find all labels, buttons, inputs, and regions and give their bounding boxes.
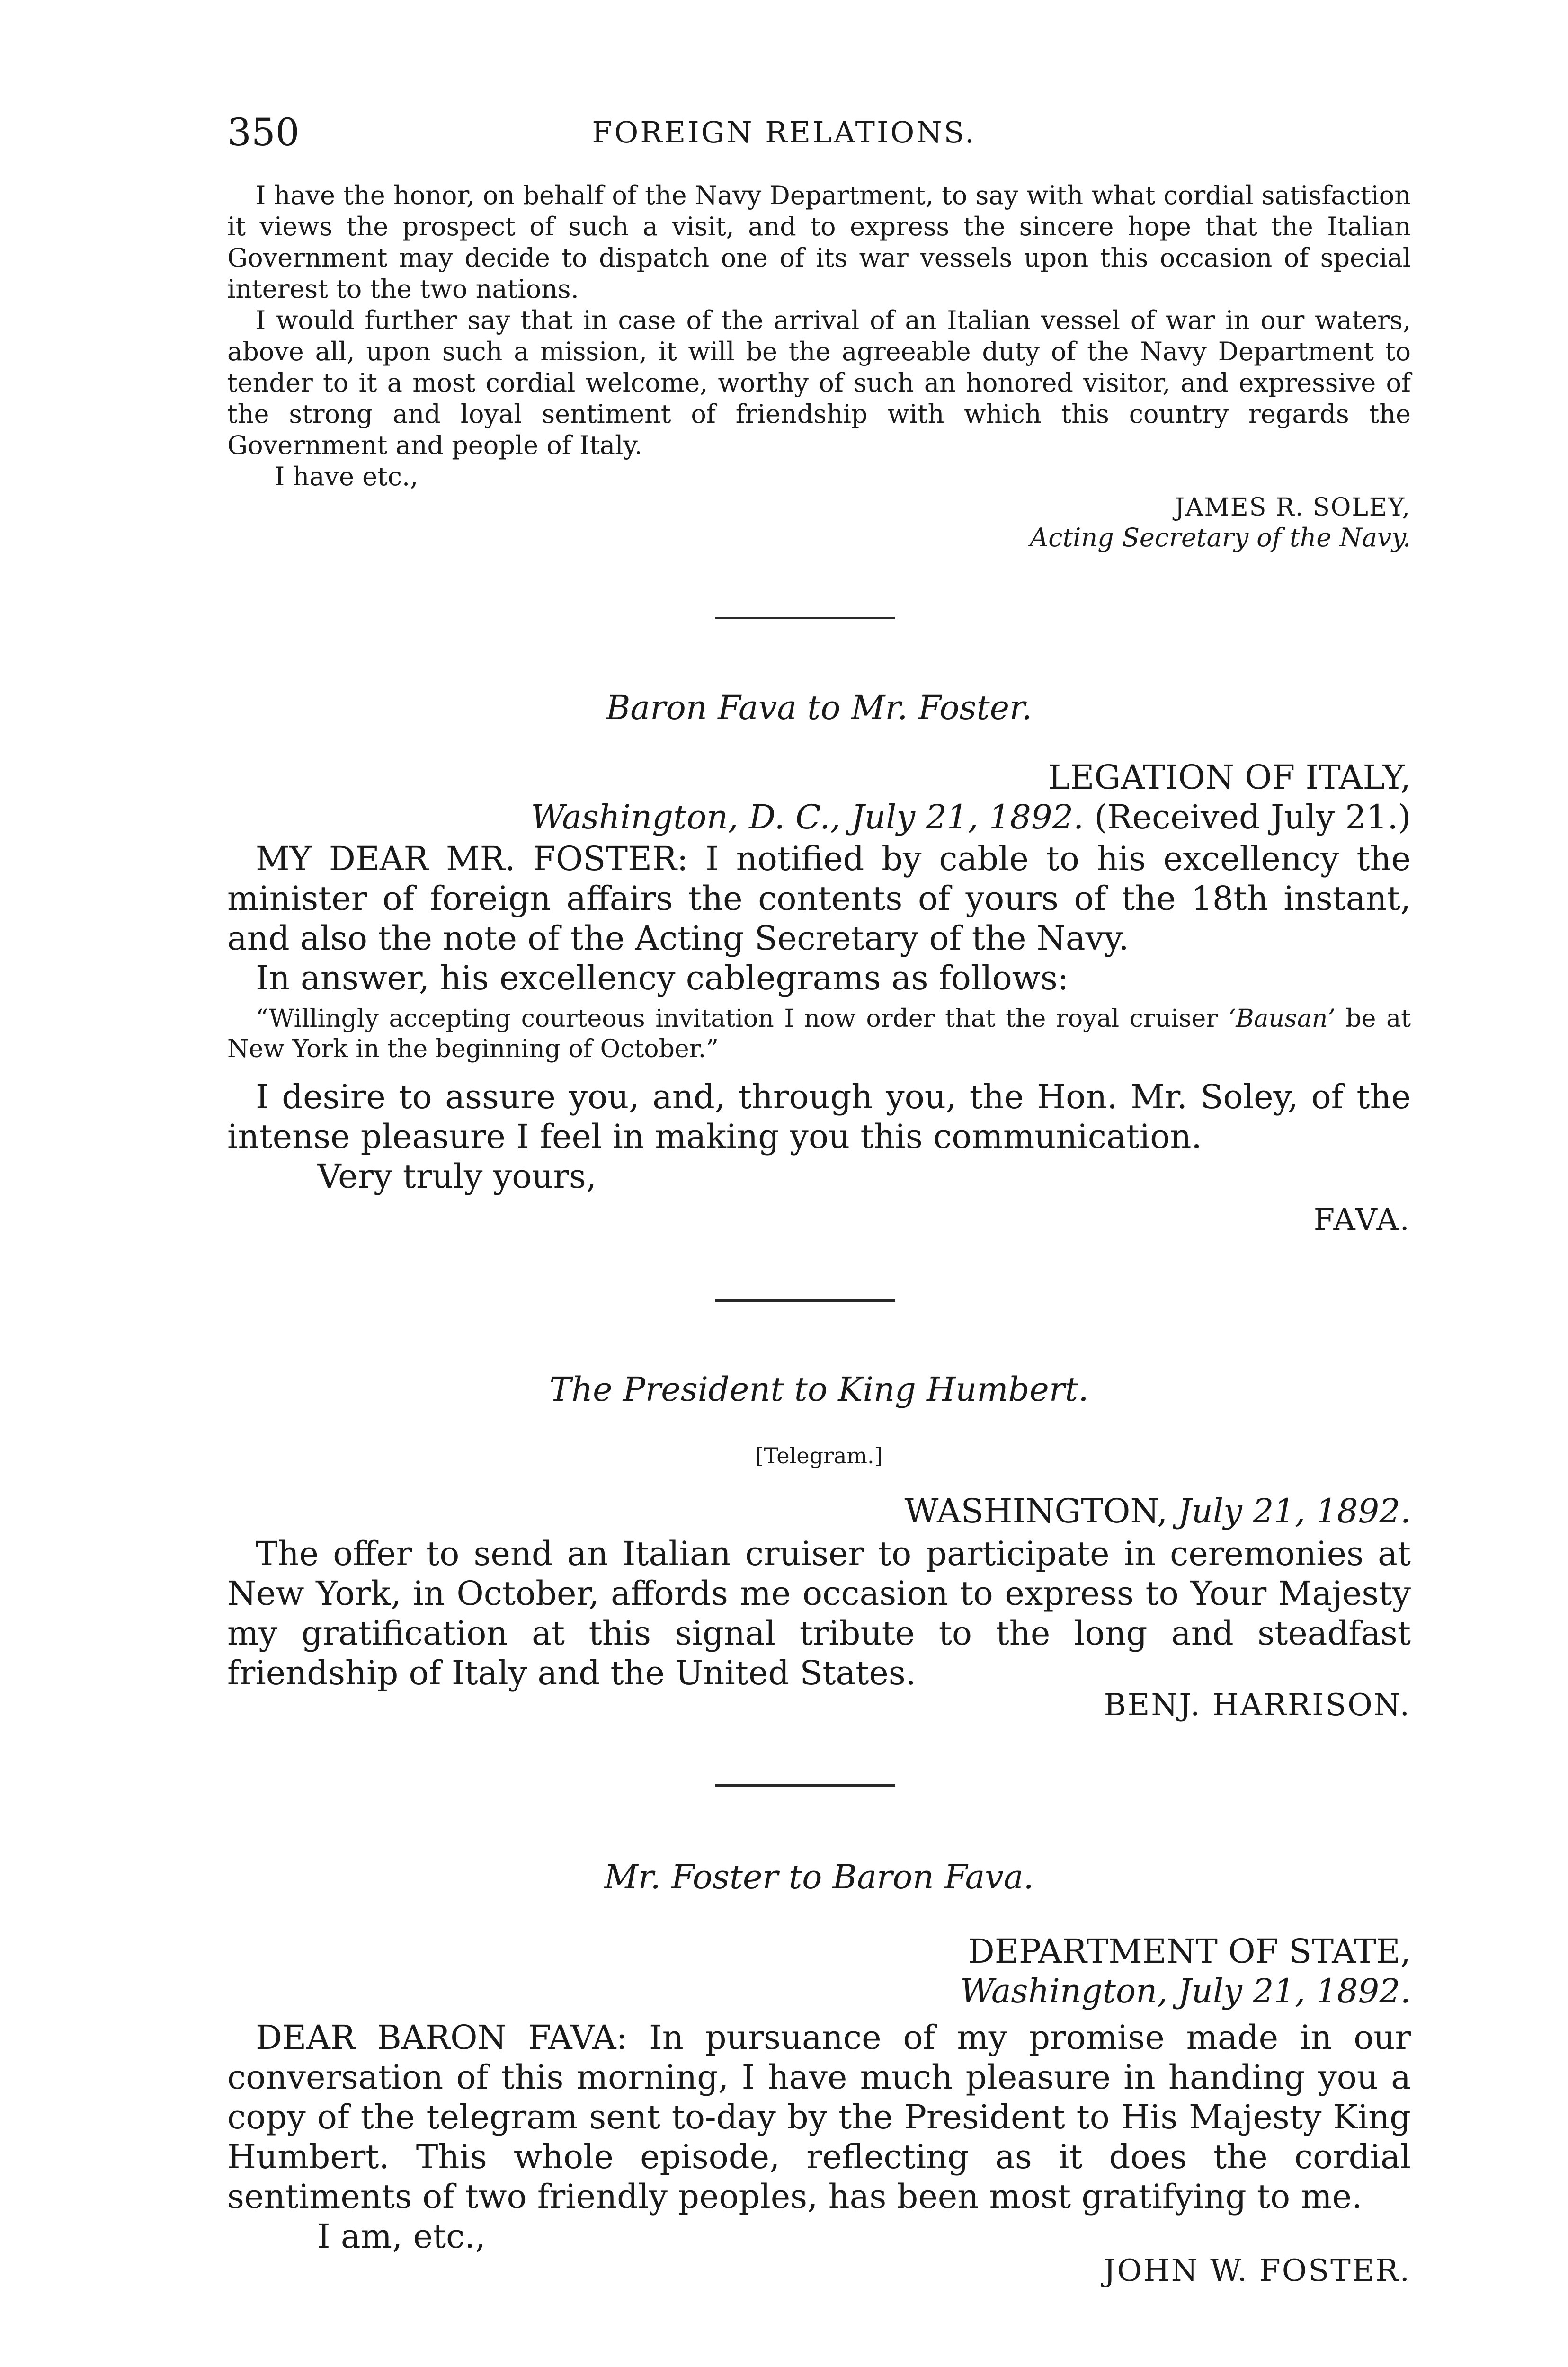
foster-place-line-2: Washington, July 21, 1892.: [960, 1972, 1411, 2011]
letter-soley-body: [227, 180, 1411, 492]
president-letter-heading: The President to King Humbert.: [549, 1370, 1089, 1409]
section-divider-2: [715, 1299, 895, 1302]
section-divider-3: [715, 1784, 895, 1787]
soley-closing: I have etc.,: [275, 462, 419, 491]
soley-signature-title: Acting Secretary of the Navy.: [1030, 523, 1411, 552]
fava-letter-heading: Baron Fava to Mr. Foster.: [606, 688, 1033, 727]
harrison-signature: BENJ. HARRISON.: [1104, 1688, 1411, 1723]
president-letter-body: [227, 1534, 1411, 1693]
foster-signature: JOHN W. FOSTER.: [1103, 2253, 1411, 2288]
soley-signature: JAMES R. SOLEY,: [1175, 493, 1411, 522]
soley-paragraph-1: I have the honor, on behalf of the Navy Department, to say with what cordial satisfaction it views the prospect of such a visit, and to express the sincere hope that the Italian Government may decide to dispatch one of its war vessels upon this occasion of special interest to the two nations.: [227, 180, 1411, 304]
foster-paragraph-text: In pursuance of my promise made in our conversation of this morning, I have much pleasure in handing you a copy of the telegram sent to-day by the President to His Majesty King Humbert. This whole episode, reflecting as it does the cordial sentiments of two friendly peoples, has been most gratifying to me.: [227, 2018, 1411, 2216]
soley-paragraph-2: I would further say that in case of the arrival of an Italian vessel of war in our waters, above all, upon such a mission, it will be the agreeable duty of the Navy Department to tender to it a most cordial welcome, worthy of such an honored visitor, and expressive of the strong and loyal sentiment of friendship with which this country regards the Government and people of Italy.: [227, 305, 1411, 460]
fava-cable-quote: [227, 1004, 1411, 1064]
fava-letter-body: [227, 839, 1411, 998]
fava-place-date: Washington, D. C., July 21, 1892.: [531, 798, 1084, 836]
fava-closing: Very truly yours,: [317, 1157, 597, 1196]
fava-signature: FAVA.: [1313, 1202, 1411, 1237]
foster-closing: I am, etc.,: [317, 2217, 486, 2256]
fava-letter-closing-body: [227, 1077, 1411, 1196]
fava-quote-end: be at New York in the beginning of October.”: [227, 1005, 1411, 1063]
president-place-line: [227, 1491, 1411, 1531]
foster-salutation: DEAR BARON FAVA:: [256, 2018, 628, 2057]
section-divider-1: [715, 617, 895, 619]
foster-letter-heading: Mr. Foster to Baron Fava.: [604, 1858, 1034, 1896]
president-paragraph: The offer to send an Italian cruiser to participate in ceremonies at New York, in October, affords me occasion to express to Your Majesty my gratification at this signal tribute to the long and steadfast friendship of Italy and the United States.: [227, 1534, 1411, 1692]
fava-salutation: MY DEAR MR. FOSTER:: [256, 839, 688, 878]
foster-place-line-1: DEPARTMENT OF STATE,: [968, 1932, 1411, 1971]
fava-place-line-2: [227, 797, 1411, 837]
president-place-city: WASHINGTON,: [904, 1492, 1168, 1531]
fava-paragraph-1: [227, 839, 1411, 958]
page-number: 350: [227, 110, 300, 154]
foster-letter-body: [227, 2018, 1411, 2256]
soley-signature-block: [227, 492, 1411, 553]
running-head: FOREIGN RELATIONS.: [592, 115, 976, 150]
fava-quote-ship: ‘Bausan’: [1228, 1005, 1336, 1033]
fava-quote-start: “Willingly accepting courteous invitation I now order that the royal cruiser: [256, 1005, 1228, 1033]
fava-paragraph-1-text: I notified by cable to his excellency the minister of foreign affairs the contents of yours of the 18th instant, and also the note of the Acting Secretary of the Navy.: [227, 839, 1411, 958]
telegram-tag: [Telegram.]: [755, 1443, 883, 1468]
foster-paragraph: [227, 2018, 1411, 2216]
fava-received-note: (Received July 21.): [1094, 798, 1411, 836]
fava-place-line-1: LEGATION OF ITALY,: [1048, 758, 1411, 797]
fava-paragraph-3: I desire to assure you, and, through you, the Hon. Mr. Soley, of the intense pleasure I feel in making you this communication.: [227, 1077, 1411, 1156]
president-place-date: July 21, 1892.: [1178, 1492, 1411, 1531]
page-header: [0, 107, 1568, 159]
fava-quote-text: [227, 1004, 1411, 1064]
fava-paragraph-2: In answer, his excellency cablegrams as follows:: [256, 959, 1069, 997]
